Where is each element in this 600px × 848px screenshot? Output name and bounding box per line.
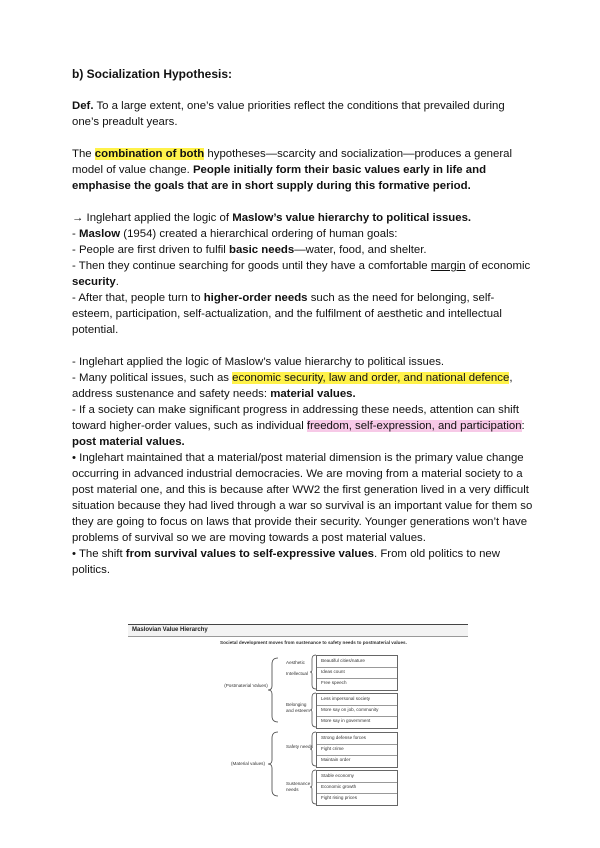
p3-pre: - If a society can make significant progress in addressing these needs, attention can shift toward higher-order values, such as individual	[72, 404, 520, 432]
need-sustenance: Sustenance needs	[286, 781, 311, 792]
definition-label: Def.	[72, 100, 94, 112]
box4-item-1: Stable economy	[321, 773, 354, 778]
box3-item-2: Fight crime	[321, 746, 344, 751]
p2-pre: - Many political issues, such as	[72, 372, 233, 384]
combination-paragraph	[72, 146, 534, 194]
document-body	[72, 66, 534, 578]
p2-mid: , address sustenance and safety needs:	[72, 372, 513, 400]
combo-pre: The	[72, 148, 95, 160]
l4-bold: higher-order needs	[203, 292, 308, 304]
maslow-line-3	[72, 258, 534, 290]
need-safety: Safety needs	[286, 744, 313, 749]
need-belonging: Belonging and esteem	[286, 702, 311, 713]
political-line-2	[72, 370, 534, 402]
figure-subtitle: Societal development moves from sustenance to safety needs to postmaterial values.	[220, 640, 407, 645]
box3-item-1: Strong defense forces	[321, 735, 366, 740]
combo-highlight: combination of both	[94, 148, 205, 160]
b2-pre: • The shift	[72, 548, 126, 560]
maslow-line-2	[72, 242, 534, 258]
l2-post: —water, food, and shelter.	[294, 244, 427, 256]
group-postmaterial: (Postmaterial Values)	[224, 683, 268, 688]
maslow-figure	[128, 624, 468, 840]
section-heading: b) Socialization Hypothesis:	[72, 67, 233, 81]
definition-text: To a large extent, one’s value priorities reflect the conditions that prevailed during one’s preadult years.	[72, 100, 505, 128]
figure-title: Maslovian Value Hierarchy	[132, 627, 208, 633]
l3-mid: of economic	[465, 260, 531, 272]
p3-highlight: freedom, self-expression, and participation	[306, 420, 522, 432]
box-postmaterial-1	[316, 655, 398, 691]
box1-item-3: Free speech	[321, 680, 347, 685]
p2-highlight: economic security, law and order, and national defence	[232, 372, 510, 384]
l2-pre: - People are first driven to fulfil	[72, 244, 230, 256]
bullet-2	[72, 546, 534, 578]
group-material: (Material values)	[231, 761, 265, 766]
box-material-1	[316, 732, 398, 768]
box2-item-3: More say in government	[321, 718, 371, 723]
p3-bold: post material values.	[72, 436, 185, 448]
l3-bold: security	[72, 276, 116, 288]
figure-brackets	[128, 624, 468, 840]
combo-mid: hypotheses—scarcity and socialization—produces a general model of value change.	[72, 148, 512, 176]
need-intellectual: Intellectual	[286, 671, 308, 676]
l1-pre: -	[72, 228, 79, 240]
box4-item-2: Economic growth	[321, 784, 357, 789]
l2-bold: basic needs	[229, 244, 295, 256]
bracket-postmaterial	[268, 658, 278, 722]
combo-bold: People initially form their basic values early in life and emphasise the goals that are in short supply during this formative period.	[72, 164, 487, 192]
box1-item-1: Beautiful cities/nature	[321, 658, 365, 663]
box4-item-3: Fight rising prices	[321, 795, 357, 800]
arrow-bold: Maslow’s value hierarchy to political issues.	[232, 212, 472, 224]
box3-item-3: Maintain order	[321, 757, 351, 762]
b2-post: . From old politics to new politics.	[72, 548, 500, 576]
box2-item-2: More say on job, community	[321, 707, 379, 712]
b2-bold: from survival values to self-expressive values	[125, 548, 374, 560]
maslow-arrow-line	[72, 210, 534, 226]
box2-item-1: Less impersonal society	[321, 696, 371, 701]
box-material-2	[316, 770, 398, 806]
political-line-3	[72, 402, 534, 450]
l1-bold: Maslow	[78, 228, 121, 240]
need-aesthetic: Aesthetic	[286, 660, 305, 665]
maslow-line-1	[72, 226, 534, 242]
l3-pre: - Then they continue searching for goods until they have a comfortable	[72, 260, 431, 272]
l3-underline: margin	[430, 260, 466, 272]
arrow-pre: → Inglehart applied the logic of	[72, 212, 233, 224]
l4-post: such as the need for belonging, self-esteem, participation, self-actualization, and the fulfilment of aesthetic and intellectual potential.	[72, 292, 502, 336]
political-line-1: - Inglehart applied the logic of Maslow’s value hierarchy to political issues.	[72, 356, 445, 368]
bullet-1: • Inglehart maintained that a material/post material dimension is the primary value change occurring in advanced industrial democracies. We are moving from a material society to a post material one, and this is because after WW2 the first generation lived in a very difficult situation because they had lived through a war so survival is an important value for them so they are going to focus on laws that provide their security. Younger generations won’t have problems of survival so we are moving towards a post material values.	[72, 452, 533, 544]
box1-item-2: Ideas count	[321, 669, 345, 674]
definition-paragraph	[72, 98, 534, 130]
l3-post: .	[115, 276, 119, 288]
l4-pre: - After that, people turn to	[72, 292, 204, 304]
l1-post: (1954) created a hierarchical ordering of human goals:	[120, 228, 398, 240]
maslow-line-4	[72, 290, 534, 338]
p3-mid: :	[521, 420, 525, 432]
box-postmaterial-2	[316, 693, 398, 729]
p2-bold: material values.	[270, 388, 356, 400]
